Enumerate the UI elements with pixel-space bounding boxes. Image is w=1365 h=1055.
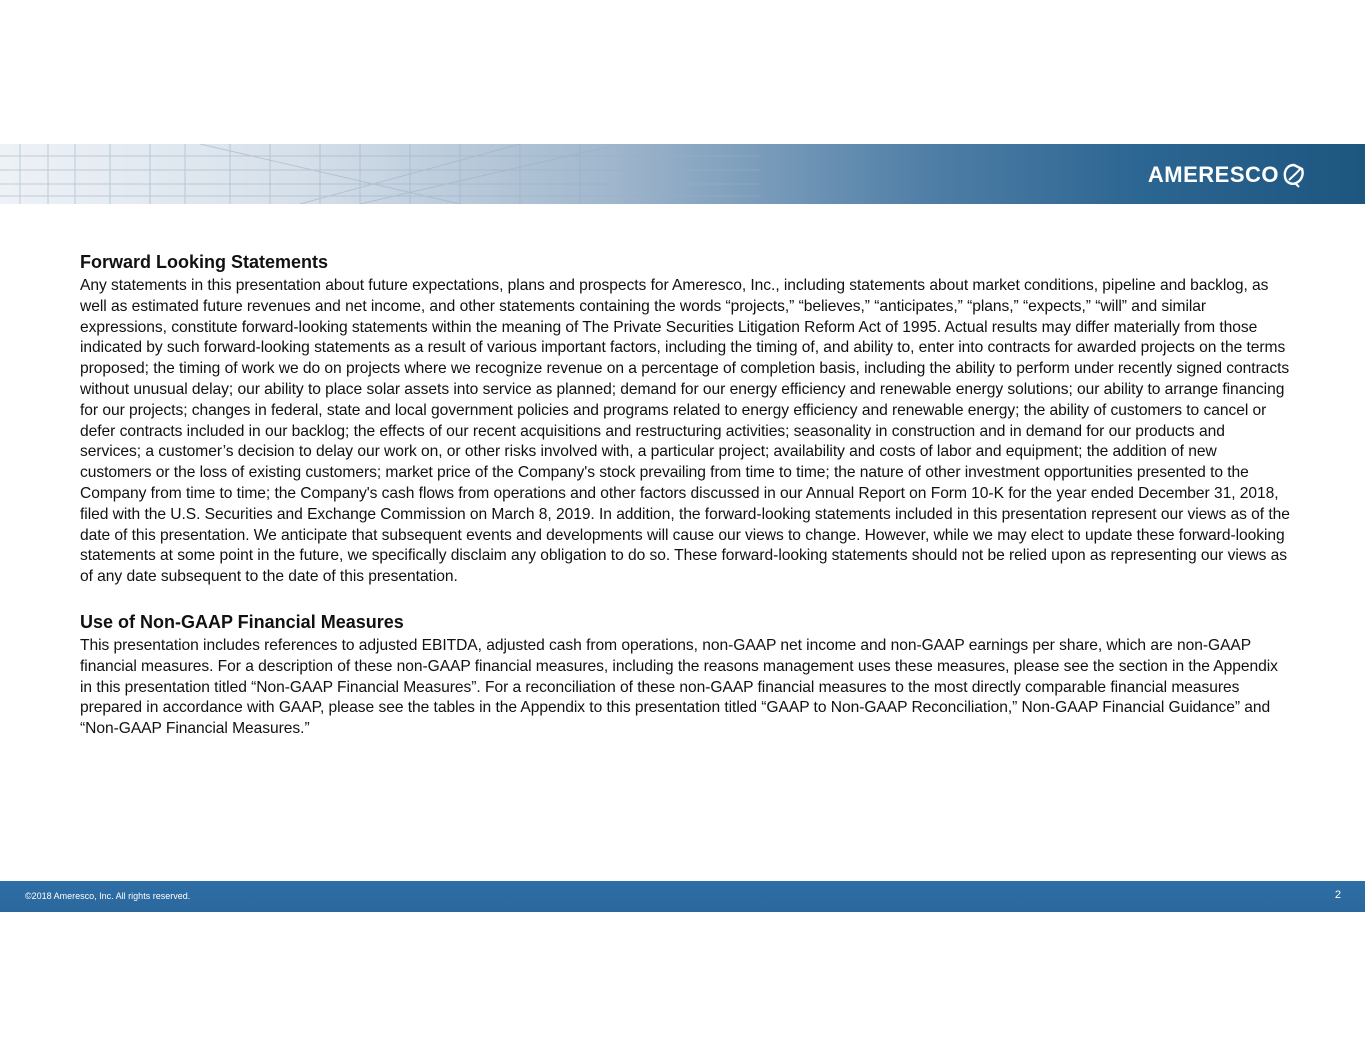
copyright-text: ©2018 Ameresco, Inc. All rights reserved.	[25, 891, 191, 901]
non-gaap-section	[80, 610, 1290, 740]
logo-wordmark: AMERESCO	[1147, 162, 1279, 187]
forward-looking-section	[80, 250, 1290, 588]
ameresco-leaf-icon	[1281, 162, 1307, 188]
company-logo	[1148, 160, 1307, 190]
blueprint-grid-pattern	[0, 144, 760, 204]
page-number: 2	[1334, 889, 1341, 901]
footer-bar	[0, 881, 1365, 912]
section-body: Any statements in this presentation about future expectations, plans and prospects for Ameresco, Inc., including statements about market conditions, pipeline and backlog, as well as estimated future revenues and net income, and other statements containing the words “projects,” “believes,” “anticipates,” “plans,” “expects,” “will” and similar expressions, constitute forward-looking statements within the meaning of The Private Securities Litigation Reform Act of 1995. Actual results may differ materially from those indicated by such forward-looking statements as a result of various important factors, including the timing of, and ability to, enter into contracts for awarded projects on the terms proposed; the timing of work we do on projects where we recognize revenue on a percentage of completion basis, including the ability to perform under recently signed contracts without unusual delay; our ability to place solar assets into service as planned; demand for our energy efficiency and renewable energy solutions; our ability to arrange financing for our projects; changes in federal, state and local government policies and programs related to energy efficiency and renewable energy; the ability of customers to cancel or defer contracts included in our backlog; the effects of our recent acquisitions and restructuring activities; seasonality in construction and in demand for our products and services; a customer’s decision to delay our work on, or other risks involved with, a particular project; availability and costs of labor and equipment; the addition of new customers or the loss of existing customers; market price of the Company's stock prevailing from time to time; the nature of other investment opportunities presented to the Company from time to time; the Company's cash flows from operations and other factors discussed in our Annual Report on Form 10-K for the year ended December 31, 2018, filed with the U.S. Securities and Exchange Commission on March 8, 2019. In addition, the forward-looking statements included in this presentation represent our views as of the date of this presentation. We anticipate that subsequent events and developments will cause our views to change. However, while we may elect to update these forward-looking statements at some point in the future, we specifically disclaim any obligation to do so. These forward-looking statements should not be relied upon as representing our views as of any date subsequent to the date of this presentation.	[80, 277, 1290, 586]
slide-content	[80, 250, 1290, 740]
section-title: Forward Looking Statements	[80, 252, 329, 272]
section-body: This presentation includes references to adjusted EBITDA, adjusted cash from operations, non-GAAP net income and non-GAAP earnings per share, which are non-GAAP financial measures. For a description of these non-GAAP financial measures, including the reasons management uses these measures, please see the section in the Appendix in this presentation titled “Non-GAAP Financial Measures”. For a reconciliation of these non-GAAP financial measures to the most directly comparable financial measures prepared in accordance with GAAP, please see the tables in the Appendix to this presentation titled “GAAP to Non-GAAP Reconciliation,” Non-GAAP Financial Guidance” and “Non-GAAP Financial Measures.”	[80, 636, 1278, 738]
section-title: Use of Non-GAAP Financial Measures	[80, 611, 404, 632]
